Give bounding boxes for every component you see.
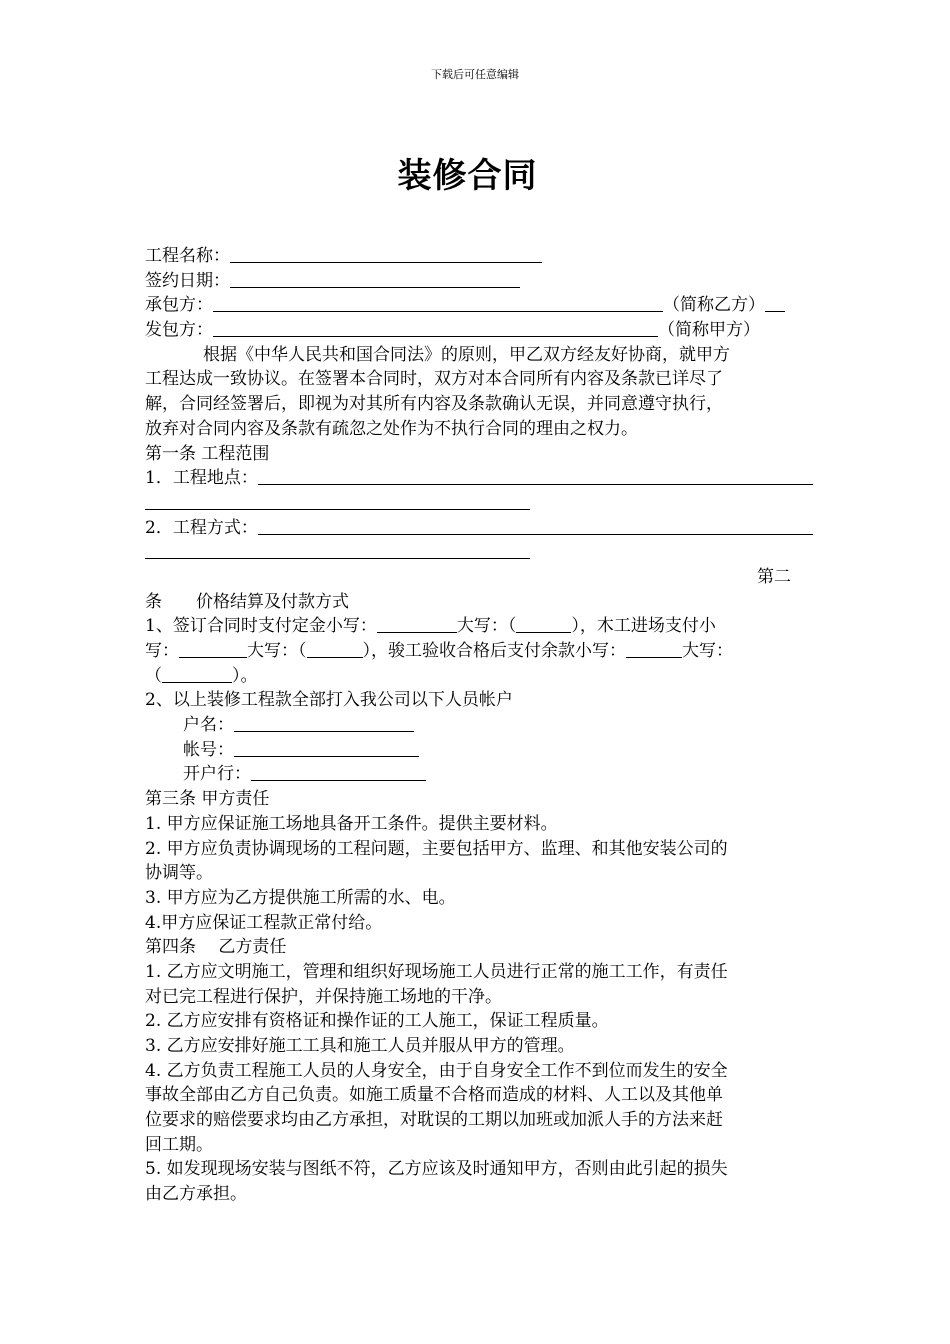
contractor-blank bbox=[213, 295, 663, 312]
balance-blank bbox=[626, 641, 682, 658]
payment-line-2: 写： 大写：（ ），骏工验收合格后支付余款小写： 大写： bbox=[145, 641, 733, 661]
article-4-item: 5. 如发现现场安装与图纸不符，乙方应该及时通知甲方，否则由此引起的损失 bbox=[145, 1159, 728, 1180]
client-line bbox=[145, 318, 825, 343]
article-2-heading-start: 第二 bbox=[757, 566, 791, 587]
article-4-item: 事故全部由乙方自己负责。如施工质量不合格而造成的材料、人工以及其他单 bbox=[145, 1085, 723, 1106]
article-4-item: 1. 乙方应文明施工，管理和组织好现场施工人员进行正常的施工工作，有责任 bbox=[145, 961, 728, 982]
contractor-abbr: （简称乙方） bbox=[663, 295, 765, 316]
work-method-blank-2 bbox=[145, 542, 530, 559]
preamble-line: 放弃对合同内容及条款有疏忽之处作为不执行合同的理由之权力。 bbox=[145, 418, 638, 439]
client-blank bbox=[213, 320, 658, 337]
account-no-blank bbox=[234, 740, 419, 757]
bank-line: 开户行： bbox=[145, 762, 825, 787]
payment-line-4: 2、以上装修工程款全部打入我公司以下人员帐户 bbox=[145, 690, 513, 711]
page-title: 装修合同 bbox=[397, 156, 538, 196]
article-1-item-2-cont bbox=[145, 540, 825, 565]
article-3-heading: 第三条 甲方责任 bbox=[145, 789, 270, 810]
article-4-heading: 第四条 乙方责任 bbox=[145, 937, 287, 958]
site-location-blank-2 bbox=[145, 493, 530, 510]
carpentry-blank bbox=[179, 641, 247, 658]
sign-date-blank bbox=[230, 271, 520, 288]
work-method-blank bbox=[258, 518, 813, 535]
article-3-item: 3. 甲方应为乙方提供施工所需的水、电。 bbox=[145, 887, 456, 908]
balance-words-blank bbox=[162, 666, 232, 683]
article-3-item: 1. 甲方应保证施工场地具备开工条件。提供主要材料。 bbox=[145, 813, 558, 834]
contractor-line bbox=[145, 293, 825, 318]
site-location-label: 1．工程地点： bbox=[145, 468, 258, 489]
account-name-blank bbox=[234, 715, 414, 732]
sign-date-label: 签约日期： bbox=[145, 270, 230, 291]
project-name-label: 工程名称： bbox=[145, 246, 230, 266]
article-4-item: 3. 乙方应安排好施工工具和施工人员并服从甲方的管理。 bbox=[145, 1036, 575, 1056]
contract-body bbox=[145, 244, 825, 1207]
client-abbr: （简称甲方） bbox=[658, 320, 760, 341]
article-4-item: 位要求的赔偿要求均由乙方承担，对耽误的工期以加班或加派人手的方法来赶 bbox=[145, 1110, 723, 1131]
article-1-heading: 第一条 工程范围 bbox=[145, 443, 270, 464]
article-4-item: 回工期。 bbox=[145, 1134, 213, 1155]
deposit-words-blank bbox=[516, 616, 571, 633]
project-name-blank bbox=[230, 246, 542, 263]
payment-line-1: 1、签订合同时支付定金小写： 大写：（ ），木工进场支付小 bbox=[145, 616, 716, 637]
preamble-line: 工程达成一致协议。在签署本合同时，双方对本合同所有内容及条款已详尽了 bbox=[145, 369, 723, 390]
article-4-item: 对已完工程进行保护，并保持施工场地的干净。 bbox=[145, 986, 502, 1007]
work-method-label: 2．工程方式： bbox=[145, 517, 258, 538]
preamble-line: 解，合同经签署后，即视为对其所有内容及条款确认无误，并同意遵守执行， bbox=[145, 394, 723, 415]
article-3-item: 2. 甲方应负责协调现场的工程问题，主要包括甲方、监理、和其他安装公司的 bbox=[145, 838, 728, 859]
deposit-blank bbox=[377, 616, 457, 633]
article-3-item: 4.甲方应保证工程款正常付给。 bbox=[145, 912, 383, 933]
article-1-item-1 bbox=[145, 466, 825, 491]
bank-blank bbox=[251, 764, 426, 781]
article-4-item: 2. 乙方应安排有资格证和操作证的工人施工，保证工程质量。 bbox=[145, 1011, 609, 1032]
article-2-heading: 条 价格结算及付款方式 bbox=[145, 591, 349, 612]
article-4-item: 由乙方承担。 bbox=[145, 1184, 247, 1205]
contractor-tail-blank bbox=[765, 295, 785, 312]
sign-date-line bbox=[145, 269, 825, 294]
article-4-item: 4. 乙方负责工程施工人员的人身安全，由于自身安全工作不到位而发生的安全 bbox=[145, 1060, 728, 1081]
contractor-label: 承包方： bbox=[145, 295, 213, 316]
payment-line-3: （ ）。 bbox=[145, 665, 258, 686]
preamble-line: 根据《中华人民共和国合同法》的原则，甲乙双方经友好协商，就甲方 bbox=[203, 344, 730, 365]
article-3-item: 协调等。 bbox=[145, 863, 213, 884]
client-label: 发包方： bbox=[145, 320, 213, 341]
project-name-line bbox=[145, 244, 825, 269]
header-note: 下载后可任意编辑 bbox=[431, 68, 519, 81]
account-name-line: 户名： bbox=[145, 713, 825, 738]
article-1-item-2 bbox=[145, 516, 825, 541]
site-location-blank bbox=[258, 468, 813, 485]
carpentry-words-blank bbox=[307, 641, 363, 658]
article-1-item-1-cont bbox=[145, 491, 825, 516]
account-no-line: 帐号： bbox=[145, 738, 825, 763]
